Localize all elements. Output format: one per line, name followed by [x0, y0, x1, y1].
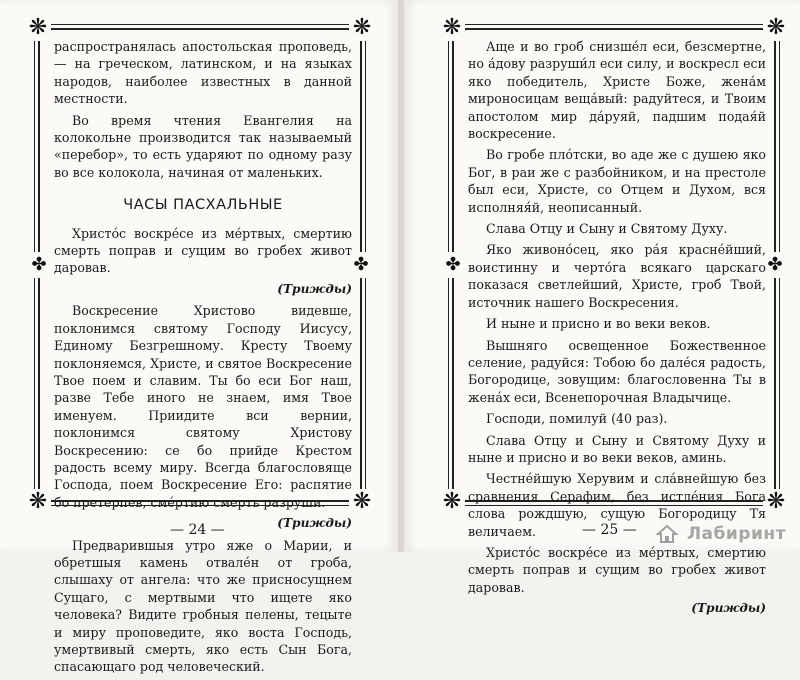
watermark-text: Лабиринт — [686, 524, 786, 544]
rubric: (Трижды) — [277, 281, 352, 296]
section-heading: ЧАСЫ ПАСХАЛЬНЫЕ — [123, 197, 283, 214]
paragraph: Аще и во гроб снизше́л еси, безсмертне, но а́дову разруши́л еси силу, и воскресл еси яко победитель, Христе Боже, жена́м мироносицам веща́вый: радуйтеся, и Твоим апостолом мир да́руяй, падшим подая́й воскресение. — [468, 39, 766, 142]
paragraph: Во гробе пло́тски, во аде же с душею яко Бог, в раи же с разбойником, и на престоле был еси, Христе, со Отцем и Духом, вся исполняя́й, неописанный. — [468, 147, 766, 215]
side-ornament-icon: ✤ — [762, 252, 788, 278]
left-page — [0, 0, 398, 675]
paragraph: распространялась апостольская проповедь, — на греческом, латинском, и на языках народов, наиболее известных в данной местности. — [54, 39, 352, 107]
corner-ornament-icon: ❋ — [763, 489, 789, 515]
corner-ornament-icon: ❋ — [439, 15, 465, 41]
paragraph: Предварившыя утро яже о Марии, и обретшыя камень отвале́н от гроба, слышаху от ангела: что же присносущнем Сущаго, с мертвыми что ищете яко человека? Видите гробныя пелены, тецыте и миру проповедите, яко воста Господь, умертвивый смерть, яко есть Сын Бога, спасающаго род человеческий. — [54, 537, 352, 675]
paragraph: Христо́с воскре́се из ме́ртвых, смертию смерть поправ и сущим во гробех живот даровав. — [54, 225, 352, 276]
watermark — [656, 524, 786, 544]
paragraph: Яко живоно́сец, яко ра́я красне́йший, воистинну и черто́га всякаго царскаго показася светлейший, Христе, гроб Твой, источник нашего Воскресения. — [468, 242, 766, 310]
paragraph: Воскресение Христово видевше, поклонимся святому Господу Иисусу, Единому Безгрешному. Кресту Твоему поклоняемся, Христе, и святое Воскресение Твое поем и славим. Ты бо еси Бог наш, разве Тебе иного не знаем, имя Твое именуем. Приидите вси вернии, поклонимся святому Христову Воскресению: се бо прийде Крестом радость всему миру. Всегда благословяще Господа, поем Воскресение Его: распятие бо претерпев, сме́ртию смерть разруши. — [54, 303, 352, 510]
paragraph: Честне́йшую Херувим и сла́внейшую без сравнения Серафим, без истле́ния Бога слова рождшую, сущую Богородицу Тя величаем. — [468, 471, 766, 539]
rubric: (Трижды) — [277, 516, 352, 531]
paragraph: Слава Отцу и Сыну и Святому Духу. — [486, 221, 728, 237]
corner-ornament-icon: ❋ — [349, 489, 375, 515]
paragraph: И ныне и присно и во веки веков. — [486, 316, 711, 332]
page-number: — 25 — — [582, 522, 637, 538]
corner-ornament-icon: ❋ — [25, 15, 51, 41]
corner-ornament-icon: ❋ — [25, 489, 51, 515]
side-ornament-icon: ✤ — [440, 252, 466, 278]
corner-ornament-icon: ❋ — [349, 15, 375, 41]
side-ornament-icon: ✤ — [348, 252, 374, 278]
side-ornament-icon: ✤ — [26, 252, 52, 278]
paragraph: Господи, помилуй (40 раз). — [486, 411, 668, 427]
paragraph: Христо́с воскре́се из ме́ртвых, смертию смерть поправ и сущим во гробех живот даровав. — [468, 544, 766, 595]
page-text — [54, 38, 352, 680]
paragraph: Слава Отцу и Сыну и Святому Духу и ныне и присно и во веки веков, аминь. — [468, 432, 766, 465]
corner-ornament-icon: ❋ — [439, 489, 465, 515]
rubric: (Трижды) — [691, 601, 766, 616]
right-page — [404, 0, 800, 616]
paragraph: Вышняго освещенное Божественное селение, радуйся: Тобою бо дале́ся радость, Богородице, зовущим: благословенна Ты в жена́х еси, Всенепорочная Владычице. — [468, 337, 766, 405]
labyrinth-logo-icon — [656, 525, 678, 543]
page-number: — 24 — — [170, 522, 225, 538]
corner-ornament-icon: ❋ — [763, 15, 789, 41]
paragraph: Во время чтения Евангелия на колокольне производится так называемый «перебор», то есть ударяют по одному разу во все колокола, начиная от маленьких. — [54, 112, 352, 180]
